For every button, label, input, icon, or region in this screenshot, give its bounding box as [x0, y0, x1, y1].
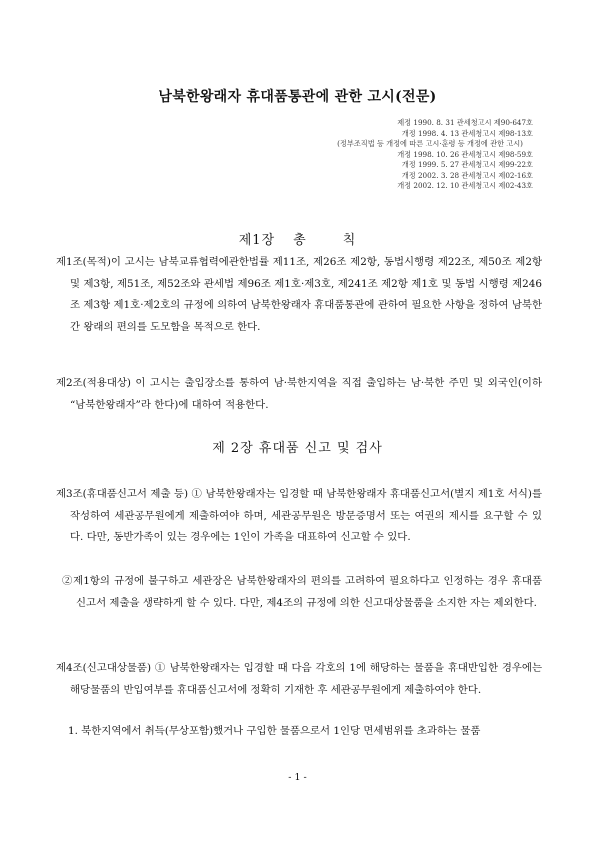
article-4-paragraph-1	[56, 658, 542, 701]
article-1-text: 제1조(목적)이 고시는 남북교류협력에관한법률 제11조, 제26조 제2항, 동법시행령 제22조, 제50조 제2항 및 제3항, 제51조, 제52조와 관세법 제96조 제1호·제3호, 제241조 제2항 제1호 및 동법 시행령 제246조 제3항 제1호·제2호의 규정에 의하여 남북한왕래자 휴대품통관에 관하여 필요한 사항을 정하여 남북한간 왕래의 편의를 도모함을 목적으로 한다.	[56, 256, 542, 333]
article-3-paragraph-2-text: ②제1항의 규정에 불구하고 세관장은 남북한왕래자의 편의를 고려하여 필요하다고 인정하는 경우 휴대품신고서 제출을 생략하게 할 수 있다. 다만, 제4조의 규정에 의한 신고대상물품을 소지한 자는 제외한다.	[62, 575, 542, 609]
chapter-2-heading: 제 2장 휴대품 신고 및 검사	[212, 441, 383, 456]
article-3-paragraph-1-text: 제3조(휴대품신고서 제출 등) ① 남북한왕래자는 입경할 때 남북한왕래자 휴대품신고서(별지 제1호 서식)를 작성하여 세관공무원에게 제출하여야 하며, 세관공무원은 방문증명서 또는 여권의 제시를 요구할 수 있다. 다만, 동반가족이 있는 경우에는 1인이 가족을 대표하여 신고할 수 있다.	[56, 488, 542, 544]
article-4-item-1-text: 1. 북한지역에서 취득(무상포함)했거나 구입한 물품으로서 1인당 면세범위를 초과하는 물품	[68, 725, 481, 737]
chapter-1-word-b: 칙	[342, 233, 357, 248]
article-2-text: 제2조(적용대상) 이 고시는 출입장소를 통하여 남·북한지역을 직접 출입하는 남·북한 주민 및 외국인(이하 “남북한왕래자”라 한다)에 대하여 적용한다.	[56, 377, 542, 411]
amendment-line: 개정 1998. 10. 26 관세청고시 제98-59호	[397, 149, 533, 159]
amendment-line: 제정 1990. 8. 31 관세청고시 제90-647호	[397, 118, 533, 127]
page-number: - 1 -	[288, 772, 307, 783]
article-1	[56, 252, 542, 338]
article-3-paragraph-1	[56, 484, 542, 549]
amendment-note: (정부조직법 등 개정에 따른 고시·훈령 등 개정에 관한 고시)	[337, 139, 523, 148]
amendment-line: 개정 2002. 3. 28 관세청고시 제02-16호	[401, 170, 533, 180]
amendment-line: 개정 1998. 4. 13 관세청고시 제98-13호	[401, 128, 533, 138]
article-3-paragraph-2	[62, 571, 542, 614]
chapter-1-word-a: 총	[293, 233, 307, 248]
article-4-paragraph-1-text: 제4조(신고대상물품) ① 남북한왕래자는 입경할 때 다음 각호의 1에 해당하는 물품을 휴대반입한 경우에는 해당물품의 반입여부를 휴대품신고서에 정확히 기재한 후 세관공무원에게 제출하여야 한다.	[56, 662, 542, 696]
article-2	[56, 373, 542, 416]
chapter-1-number: 제1장	[238, 233, 276, 248]
amendment-line: 개정 1999. 5. 27 관세청고시 제99-22호	[401, 160, 533, 169]
chapter-1-heading	[0, 229, 595, 248]
amendment-history	[203, 118, 533, 192]
amendment-line: 개정 2002. 12. 10 관세청고시 제02-43호	[397, 181, 533, 190]
document-title: 남북한왕래자 휴대품통관에 관한 고시(전문)	[158, 89, 437, 105]
article-4-item-1	[68, 721, 542, 743]
